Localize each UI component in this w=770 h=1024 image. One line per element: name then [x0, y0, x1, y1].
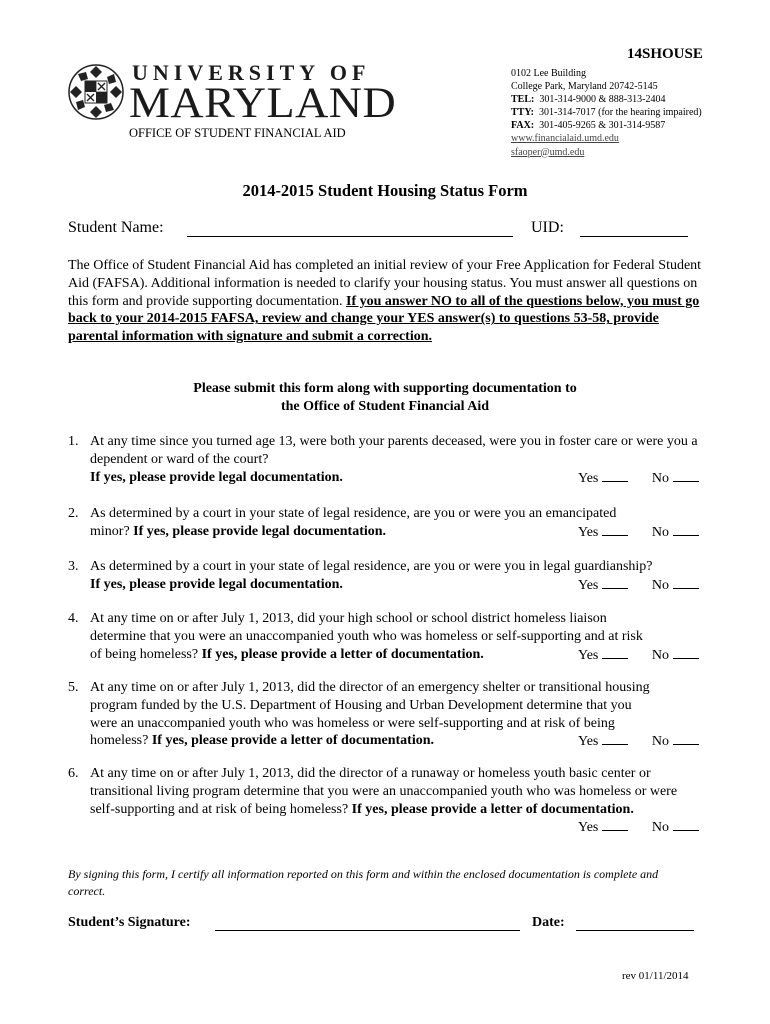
wordmark-maryland: MARYLAND — [129, 78, 397, 127]
no-blank[interactable] — [673, 576, 699, 589]
question-4 — [68, 610, 703, 666]
question-3 — [68, 558, 703, 596]
intro-paragraph — [68, 257, 708, 346]
yes-label: Yes — [578, 470, 599, 486]
question-number: 2. — [68, 506, 79, 521]
submit-line-1: Please submit this form along with supporting documentation to — [193, 381, 577, 396]
no-blank[interactable] — [673, 732, 699, 745]
no-option[interactable] — [652, 646, 699, 665]
yes-blank[interactable] — [602, 576, 628, 589]
signature-row — [68, 915, 708, 937]
no-label: No — [651, 734, 669, 750]
revision-date: rev 01/11/2014 — [622, 970, 689, 982]
student-name-label: Student Name: — [68, 219, 164, 236]
tty-value: 301-314-7017 (for the hearing impaired) — [538, 107, 702, 119]
yes-label: Yes — [578, 820, 599, 836]
question-requirement: If yes, please provide legal documentation. — [90, 576, 343, 592]
yes-no-answer — [558, 732, 699, 751]
date-field[interactable] — [576, 930, 694, 931]
question-number: 1. — [68, 434, 79, 449]
student-name-field[interactable] — [187, 236, 513, 237]
question-text: At any time since you turned age 13, were both your parents deceased, were you in foster care or were you a dependent or ward of the court? — [90, 434, 698, 467]
tel-label: TEL: — [511, 94, 535, 106]
no-option[interactable] — [652, 818, 699, 837]
fax-value: 301-405-9265 & 301-314-9587 — [539, 120, 666, 132]
yes-no-answer — [558, 818, 699, 837]
question-text: At any time on or after July 1, 2013, did the director of a runaway or homeless youth basic center or transitional living program determine that you were an unaccompanied youth who was homeless or were self-supporting and at risk of being homeless? — [90, 766, 678, 817]
yes-blank[interactable] — [602, 732, 628, 745]
fax — [511, 119, 702, 132]
telephone — [511, 93, 702, 106]
no-label: No — [651, 647, 669, 663]
address-line-1: 0102 Lee Building — [511, 68, 586, 79]
yes-blank[interactable] — [602, 469, 628, 482]
yes-blank[interactable] — [602, 818, 628, 831]
yes-no-answer — [558, 469, 699, 488]
address-line-2: College Park, Maryland 20742-5145 — [511, 81, 658, 93]
question-2 — [68, 505, 703, 543]
submit-line-2: the Office of Student Financial Aid — [280, 399, 490, 414]
yes-option[interactable] — [578, 469, 628, 488]
yes-label: Yes — [578, 577, 599, 593]
no-option[interactable] — [652, 469, 699, 488]
question-text: As determined by a court in your state of legal residence, are you or were you in legal guardianship? — [90, 559, 653, 574]
yes-option[interactable] — [578, 523, 628, 542]
intro-text: The Office of Student Financial Aid has completed an initial review of your Free Application for Federal Student Aid (FAFSA). Additional information is needed to clarify your housing status. You must answer all questions on this form and provide supporting documentation. — [68, 258, 702, 309]
no-blank[interactable] — [673, 818, 699, 831]
intro-emphasis: If you answer NO to all of the questions below, you must go back to your 2014-2015 FAFSA, review and change your YES answer(s) to questions 53-58, provide parental information with signature and submit a correction. — [68, 293, 700, 345]
fax-label: FAX: — [511, 120, 535, 132]
no-option[interactable] — [652, 523, 699, 542]
no-blank[interactable] — [673, 646, 699, 659]
no-option[interactable] — [652, 732, 699, 751]
yes-option[interactable] — [578, 576, 628, 595]
submit-instructions — [0, 380, 770, 416]
question-5 — [68, 679, 703, 753]
question-requirement: If yes, please provide a letter of documentation. — [351, 801, 634, 817]
website-link[interactable]: www.financialaid.umd.edu — [511, 133, 619, 145]
no-label: No — [651, 470, 669, 486]
question-number: 3. — [68, 559, 79, 574]
question-requirement: If yes, please provide a letter of documentation. — [151, 733, 435, 749]
question-requirement: If yes, please provide a letter of documentation. — [201, 646, 484, 662]
yes-no-answer — [558, 576, 699, 595]
question-text: At any time on or after July 1, 2013, did your high school or school district homeless liaison determine that you were an unaccompanied youth who was homeless or self-supporting and at risk of being homeless? — [90, 611, 643, 662]
certification-statement: By signing this form, I certify all information reported on this form and within the enclosed documentation is complete and correct. — [68, 867, 659, 898]
question-1 — [68, 433, 703, 489]
yes-blank[interactable] — [602, 523, 628, 536]
university-seal-icon — [68, 62, 124, 122]
no-label: No — [651, 820, 669, 836]
tel-value: 301-314-9000 & 888-313-2404 — [539, 94, 666, 106]
email-link[interactable]: sfaoper@umd.edu — [511, 146, 585, 158]
signature-field[interactable] — [215, 930, 520, 931]
uid-label: UID: — [531, 219, 564, 236]
yes-option[interactable] — [578, 646, 628, 665]
student-info-row — [68, 219, 708, 243]
question-text: As determined by a court in your state of legal residence, are you or were you an emancipated minor? — [90, 506, 617, 539]
question-6 — [68, 765, 703, 839]
tty-label: TTY: — [511, 107, 534, 119]
wordmark-university-of: UNIVERSITY OF — [132, 60, 371, 85]
question-requirement: If yes, please provide legal documentation. — [133, 523, 387, 539]
tty — [511, 106, 702, 119]
yes-option[interactable] — [578, 818, 628, 837]
question-number: 5. — [68, 680, 79, 695]
yes-label: Yes — [578, 524, 599, 540]
yes-label: Yes — [578, 734, 599, 750]
office-name: OFFICE OF STUDENT FINANCIAL AID — [129, 126, 346, 140]
yes-option[interactable] — [578, 732, 628, 751]
yes-label: Yes — [578, 647, 599, 663]
question-number: 6. — [68, 766, 79, 781]
signature-label: Student’s Signature: — [68, 915, 191, 930]
no-blank[interactable] — [673, 523, 699, 536]
contact-block — [511, 67, 702, 159]
question-requirement: If yes, please provide legal documentation. — [90, 469, 343, 485]
no-label: No — [651, 524, 669, 540]
yes-no-answer — [558, 646, 699, 665]
form-title: 2014-2015 Student Housing Status Form — [242, 181, 528, 200]
yes-no-answer — [558, 523, 699, 542]
no-option[interactable] — [652, 576, 699, 595]
yes-blank[interactable] — [602, 646, 628, 659]
form-code: 14SHOUSE — [627, 46, 703, 62]
no-blank[interactable] — [673, 469, 699, 482]
no-label: No — [651, 577, 669, 593]
date-label: Date: — [532, 915, 565, 930]
uid-field[interactable] — [580, 236, 688, 237]
question-text: At any time on or after July 1, 2013, did the director of an emergency shelter or transitional housing program funded by the U.S. Department of Housing and Urban Development determine that you were an unaccompanied youth who was homeless or were self-supporting and at risk of being homeless? — [90, 680, 650, 749]
question-number: 4. — [68, 611, 79, 626]
